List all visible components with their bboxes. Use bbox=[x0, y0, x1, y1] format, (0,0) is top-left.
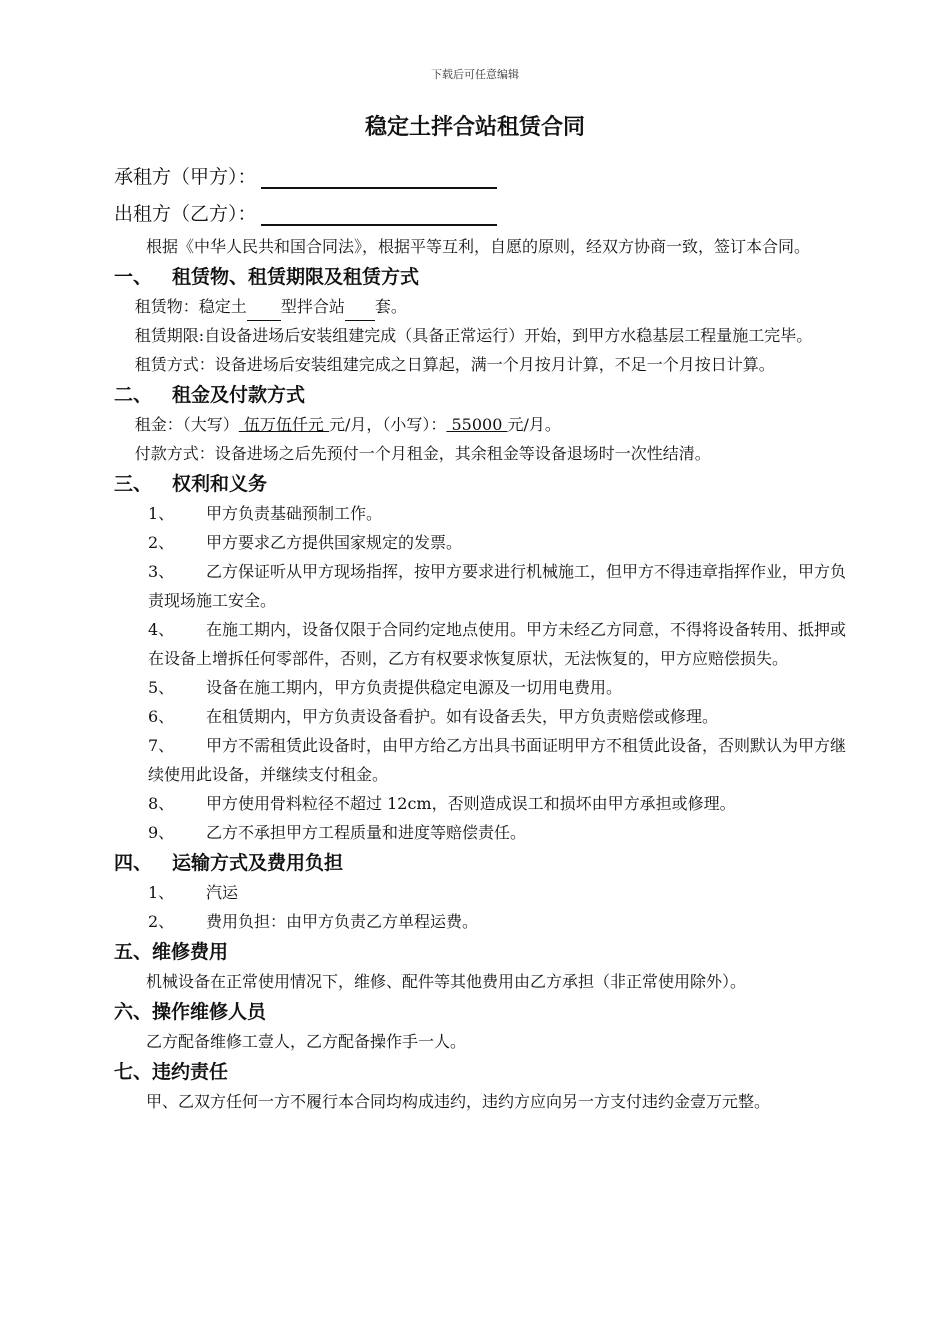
list-item: 6、 在租赁期内，甲方负责设备看护。如有设备丢失，甲方负责赔偿或修理。 bbox=[148, 707, 719, 726]
section-3-heading: 三、 权利和义务 bbox=[114, 473, 268, 495]
list-item: 5、 设备在施工期内，甲方负责提供稳定电源及一切用电费用。 bbox=[148, 678, 623, 697]
quantity-blank[interactable] bbox=[345, 302, 375, 321]
page-title: 稳定土拌合站租赁合同 bbox=[364, 114, 585, 140]
list-item: 2、 费用负担：由甲方负责乙方单程运费。 bbox=[148, 912, 479, 931]
party-b-label: 出租方（乙方）： bbox=[114, 203, 257, 225]
section-1-heading: 一、 租赁物、租赁期限及租赁方式 bbox=[114, 266, 420, 288]
rights-list bbox=[114, 499, 860, 847]
party-b-row bbox=[114, 199, 497, 226]
section-6-heading: 六、操作维修人员 bbox=[114, 1001, 267, 1023]
section-2-heading: 二、 租金及付款方式 bbox=[114, 384, 306, 406]
contract-body bbox=[114, 232, 860, 1116]
lease-period: 租赁期限:自设备进场后安装组建完成（具备正常运行）开始，到甲方水稳基层工程量施工完毕。 bbox=[134, 326, 813, 345]
list-item: 8、 甲方使用骨料粒径不超过 12cm，否则造成误工和损坏由甲方承担或修理。 bbox=[148, 794, 736, 813]
list-item: 1、 甲方负责基础预制工作。 bbox=[148, 504, 383, 523]
party-b-blank[interactable] bbox=[261, 204, 497, 226]
payment-method: 付款方式：设备进场之后先预付一个月租金，其余租金等设备退场时一次性结清。 bbox=[134, 444, 711, 463]
staff-paragraph: 乙方配备维修工壹人，乙方配备操作手一人。 bbox=[146, 1032, 467, 1051]
section-7-heading: 七、违约责任 bbox=[114, 1061, 229, 1083]
lease-method: 租赁方式：设备进场后安装组建完成之日算起，满一个月按月计算，不足一个月按日计算。 bbox=[134, 355, 775, 374]
party-a-label: 承租方（甲方）： bbox=[114, 166, 257, 188]
list-item: 1、 汽运 bbox=[148, 883, 239, 902]
section-4-heading: 四、 运输方式及费用负担 bbox=[114, 852, 344, 874]
list-item: 4、 在施工期内，设备仅限于合同约定地点使用。甲方未经乙方同意，不得将设备转用、抵押或在设备上增拆任何零部件，否则，乙方有权要求恢复原状，无法恢复的，甲方应赔偿损失。 bbox=[148, 620, 847, 668]
lease-item-line: 租赁物：稳定土 型拌合站 套。 bbox=[114, 292, 860, 321]
rent-line: 租金：（大写） 伍万伍仟元 元/月，（小写）： 55000 元/月。 bbox=[134, 415, 561, 434]
party-a-row bbox=[114, 162, 497, 189]
intro-paragraph: 根据《中华人民共和国合同法》，根据平等互利，自愿的原则，经双方协商一致，签订本合同。 bbox=[146, 237, 811, 256]
breach-paragraph: 甲、乙双方任何一方不履行本合同均构成违约，违约方应向另一方支付违约金壹万元整。 bbox=[146, 1092, 771, 1111]
list-item: 2、 甲方要求乙方提供国家规定的发票。 bbox=[148, 533, 463, 552]
section-5-heading: 五、维修费用 bbox=[114, 941, 229, 963]
list-item: 3、 乙方保证听从甲方现场指挥，按甲方要求进行机械施工，但甲方不得违章指挥作业，甲方负责现场施工安全。 bbox=[148, 562, 847, 610]
list-item: 9、 乙方不承担甲方工程质量和进度等赔偿责任。 bbox=[148, 823, 527, 842]
rent-lower: 55000 bbox=[446, 415, 508, 434]
page-header: 下载后可任意编辑 bbox=[431, 68, 519, 81]
maintenance-paragraph: 机械设备在正常使用情况下，维修、配件等其他费用由乙方承担（非正常使用除外）。 bbox=[146, 972, 747, 991]
list-item: 7、 甲方不需租赁此设备时，由甲方给乙方出具书面证明甲方不租赁此设备，否则默认为甲方继续使用此设备，并继续支付租金。 bbox=[148, 736, 847, 784]
party-a-blank[interactable] bbox=[261, 167, 497, 189]
rent-upper: 伍万伍仟元 bbox=[238, 415, 329, 434]
model-blank[interactable] bbox=[247, 302, 281, 321]
